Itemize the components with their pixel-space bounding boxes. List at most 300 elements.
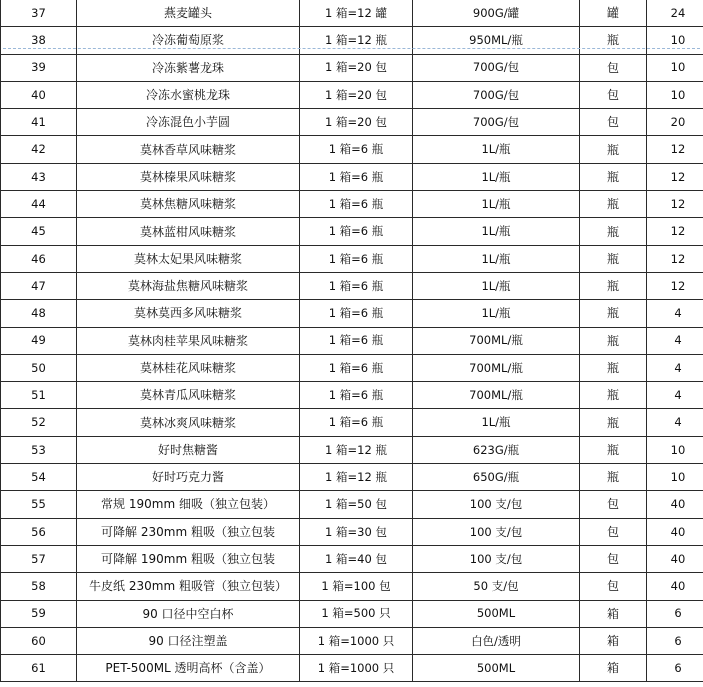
row-number-cell-text: 60: [31, 633, 46, 648]
unit-cell[interactable]: [580, 382, 647, 409]
product-name-cell-text: 冷冻混色小芋圆: [145, 115, 230, 130]
product-name-cell[interactable]: [77, 81, 300, 108]
packing-cell-text: 1 箱=6 瓶: [328, 196, 384, 211]
row-number-cell-text: 42: [31, 142, 46, 157]
product-name-cell-text: 可降解 190mm 粗吸（独立包装: [101, 552, 275, 567]
spec-cell[interactable]: [413, 545, 580, 572]
quantity-cell-text: 12: [670, 224, 686, 239]
product-name-cell-text: 莫林太妃果风味糖浆: [133, 251, 242, 266]
unit-cell[interactable]: [580, 600, 647, 627]
quantity-cell[interactable]: [647, 491, 703, 518]
unit-cell-text: 瓶: [606, 279, 619, 294]
packing-cell[interactable]: [300, 109, 413, 136]
product-name-cell-text: 常规 190mm 细吸（独立包装）: [101, 497, 275, 512]
quantity-cell-text: 40: [670, 579, 686, 594]
row-number-cell-text: 56: [31, 524, 46, 539]
unit-cell[interactable]: [580, 409, 647, 436]
quantity-cell-text: 4: [674, 306, 682, 321]
spec-cell[interactable]: [413, 327, 580, 354]
quantity-cell[interactable]: [647, 655, 703, 682]
packing-cell[interactable]: [300, 655, 413, 682]
row-number-cell-text: 58: [31, 579, 46, 594]
quantity-cell-text: 4: [674, 333, 682, 348]
row-number-cell-text: 46: [31, 251, 46, 266]
row-number-cell[interactable]: [1, 600, 77, 627]
packing-cell-text: 1 箱=6 瓶: [328, 306, 384, 321]
unit-cell-text: 瓶: [606, 442, 619, 457]
spec-cell[interactable]: [413, 0, 580, 27]
product-name-cell-text: 冷冻水蜜桃龙珠: [145, 88, 230, 103]
packing-cell-text: 1 箱=6 瓶: [328, 333, 384, 348]
quantity-cell[interactable]: [647, 54, 703, 81]
row-number-cell[interactable]: [1, 354, 77, 381]
row-number-cell[interactable]: [1, 573, 77, 600]
packing-cell[interactable]: [300, 464, 413, 491]
unit-cell-text: 瓶: [606, 388, 619, 403]
packing-cell-text: 1 箱=40 包: [325, 551, 387, 566]
product-name-cell[interactable]: [77, 600, 300, 627]
packing-cell-text: 1 箱=6 瓶: [328, 169, 384, 184]
product-table-body: [1, 0, 703, 682]
row-number-cell-text: 50: [31, 360, 46, 375]
spec-cell-text: 100 支/包: [469, 524, 523, 539]
row-number-cell[interactable]: [1, 272, 77, 299]
product-name-cell-text: 莫林莫西多风味糖浆: [133, 306, 242, 321]
unit-cell-text: 包: [606, 60, 619, 75]
packing-cell[interactable]: [300, 382, 413, 409]
row-number-cell[interactable]: [1, 81, 77, 108]
spec-cell[interactable]: [413, 600, 580, 627]
packing-cell[interactable]: [300, 627, 413, 654]
row-number-cell[interactable]: [1, 545, 77, 572]
spec-cell[interactable]: [413, 54, 580, 81]
spec-cell-text: 950ML/瓶: [469, 33, 523, 48]
product-name-cell-text: 莫林肉桂苹果风味糖浆: [127, 333, 248, 348]
row-number-cell[interactable]: [1, 409, 77, 436]
spec-cell-text: 100 支/包: [469, 497, 523, 512]
product-name-cell[interactable]: [77, 409, 300, 436]
row-number-cell[interactable]: [1, 464, 77, 491]
packing-cell-text: 1 箱=6 瓶: [328, 415, 384, 430]
spec-cell[interactable]: [413, 354, 580, 381]
unit-cell[interactable]: [580, 109, 647, 136]
quantity-cell[interactable]: [647, 272, 703, 299]
quantity-cell-text: 40: [670, 524, 686, 539]
packing-cell[interactable]: [300, 136, 413, 163]
spec-cell[interactable]: [413, 491, 580, 518]
quantity-cell[interactable]: [647, 545, 703, 572]
unit-cell-text: 包: [606, 524, 619, 539]
row-number-cell[interactable]: [1, 27, 77, 54]
quantity-cell-text: 4: [674, 415, 682, 430]
packing-cell[interactable]: [300, 300, 413, 327]
product-name-cell-text: 莫林青瓜风味糖浆: [139, 388, 236, 403]
unit-cell[interactable]: [580, 354, 647, 381]
quantity-cell[interactable]: [647, 354, 703, 381]
row-number-cell-text: 52: [31, 415, 46, 430]
unit-cell[interactable]: [580, 272, 647, 299]
row-number-cell-text: 54: [31, 469, 46, 484]
product-name-cell[interactable]: [77, 327, 300, 354]
unit-cell[interactable]: [580, 573, 647, 600]
packing-cell-text: 1 箱=1000 只: [317, 633, 395, 648]
spec-cell-text: 650G/瓶: [472, 469, 520, 484]
table-row: [1, 545, 703, 572]
row-number-cell[interactable]: [1, 218, 77, 245]
product-name-cell[interactable]: [77, 464, 300, 491]
spec-cell[interactable]: [413, 436, 580, 463]
unit-cell-text: 瓶: [606, 306, 619, 321]
spec-cell-text: 700G/包: [472, 87, 520, 102]
quantity-cell[interactable]: [647, 327, 703, 354]
packing-cell-text: 1 箱=6 瓶: [328, 278, 384, 293]
table-row: [1, 518, 703, 545]
row-number-cell-text: 48: [31, 306, 46, 321]
product-name-cell[interactable]: [77, 627, 300, 654]
row-number-cell-text: 38: [31, 33, 46, 48]
unit-cell-text: 瓶: [606, 169, 619, 184]
quantity-cell[interactable]: [647, 382, 703, 409]
packing-cell[interactable]: [300, 27, 413, 54]
packing-cell[interactable]: [300, 545, 413, 572]
unit-cell[interactable]: [580, 655, 647, 682]
product-name-cell[interactable]: [77, 354, 300, 381]
packing-cell[interactable]: [300, 518, 413, 545]
product-name-cell-text: 燕麦罐头: [163, 6, 212, 21]
product-name-cell[interactable]: [77, 436, 300, 463]
unit-cell-text: 瓶: [606, 224, 619, 239]
row-number-cell-text: 44: [31, 196, 46, 211]
row-number-cell-text: 47: [31, 278, 46, 293]
packing-cell-text: 1 箱=12 瓶: [325, 442, 387, 457]
packing-cell-text: 1 箱=12 罐: [325, 5, 387, 20]
quantity-cell[interactable]: [647, 163, 703, 190]
unit-cell-text: 瓶: [606, 197, 619, 212]
row-number-cell-text: 57: [31, 551, 46, 566]
product-name-cell-text: 莫林桂花风味糖浆: [139, 361, 236, 375]
product-name-cell-text: 冷冻葡萄原浆: [151, 33, 224, 48]
product-name-cell[interactable]: [77, 163, 300, 190]
spec-cell-text: 1L/瓶: [481, 224, 511, 239]
packing-cell-text: 1 箱=6 瓶: [328, 360, 384, 375]
unit-cell-text: 箱: [606, 606, 619, 621]
packing-cell-text: 1 箱=20 包: [325, 87, 387, 102]
product-name-cell-text: 莫林香草风味糖浆: [139, 142, 236, 157]
packing-cell[interactable]: [300, 191, 413, 218]
packing-cell[interactable]: [300, 491, 413, 518]
packing-cell[interactable]: [300, 54, 413, 81]
quantity-cell-text: 10: [670, 60, 686, 75]
table-row: [1, 382, 703, 409]
table-row: [1, 409, 703, 436]
quantity-cell-text: 10: [670, 33, 686, 48]
unit-cell-text: 瓶: [606, 333, 619, 348]
packing-cell-text: 1 箱=20 包: [325, 115, 387, 130]
packing-cell-text: 1 箱=12 瓶: [325, 33, 387, 48]
row-number-cell-text: 40: [31, 87, 46, 102]
quantity-cell[interactable]: [647, 518, 703, 545]
unit-cell[interactable]: [580, 491, 647, 518]
packing-cell[interactable]: [300, 218, 413, 245]
unit-cell-text: 瓶: [606, 470, 619, 485]
row-number-cell-text: 37: [31, 5, 46, 20]
quantity-cell-text: 12: [670, 169, 686, 184]
table-row: [1, 163, 703, 190]
table-row: [1, 627, 703, 654]
quantity-cell-text: 12: [670, 251, 686, 266]
spec-cell[interactable]: [413, 464, 580, 491]
row-number-cell[interactable]: [1, 136, 77, 163]
packing-cell[interactable]: [300, 409, 413, 436]
quantity-cell[interactable]: [647, 409, 703, 436]
product-name-cell[interactable]: [77, 191, 300, 218]
table-row: [1, 54, 703, 81]
product-name-cell[interactable]: [77, 136, 300, 163]
table-row: [1, 218, 703, 245]
table-row: [1, 272, 703, 299]
row-number-cell[interactable]: [1, 163, 77, 190]
quantity-cell[interactable]: [647, 245, 703, 272]
product-name-cell[interactable]: [77, 491, 300, 518]
spec-cell-text: 50 支/包: [473, 579, 519, 594]
spec-cell[interactable]: [413, 136, 580, 163]
row-number-cell[interactable]: [1, 655, 77, 682]
quantity-cell-text: 10: [670, 469, 686, 484]
packing-cell[interactable]: [300, 245, 413, 272]
quantity-cell-text: 40: [670, 497, 686, 512]
packing-cell-text: 1 箱=6 瓶: [328, 388, 384, 403]
row-number-cell[interactable]: [1, 627, 77, 654]
unit-cell[interactable]: [580, 191, 647, 218]
quantity-cell[interactable]: [647, 81, 703, 108]
quantity-cell[interactable]: [647, 300, 703, 327]
unit-cell-text: 瓶: [606, 142, 619, 157]
spec-cell-text: 500ML: [476, 606, 516, 621]
product-name-cell-text: 莫林焦糖风味糖浆: [139, 197, 236, 212]
quantity-cell[interactable]: [647, 627, 703, 654]
table-row: [1, 245, 703, 272]
quantity-cell[interactable]: [647, 464, 703, 491]
unit-cell-text: 包: [606, 88, 619, 103]
row-number-cell[interactable]: [1, 300, 77, 327]
quantity-cell[interactable]: [647, 436, 703, 463]
row-number-cell-text: 39: [31, 60, 46, 75]
quantity-cell-text: 12: [670, 142, 686, 157]
quantity-cell[interactable]: [647, 109, 703, 136]
spec-cell-text: 1L/瓶: [481, 169, 511, 184]
table-row: [1, 327, 703, 354]
quantity-cell-text: 6: [674, 633, 682, 648]
spec-cell-text: 1L/瓶: [481, 278, 511, 293]
spec-cell-text: 700ML/瓶: [469, 333, 523, 348]
spec-cell-text: 700G/包: [472, 115, 520, 130]
table-row: [1, 600, 703, 627]
spec-cell[interactable]: [413, 163, 580, 190]
row-number-cell-text: 59: [31, 606, 46, 621]
product-name-cell[interactable]: [77, 573, 300, 600]
row-number-cell[interactable]: [1, 54, 77, 81]
product-name-cell[interactable]: [77, 54, 300, 81]
product-name-cell[interactable]: [77, 518, 300, 545]
unit-cell[interactable]: [580, 81, 647, 108]
spec-cell-text: 1L/瓶: [481, 251, 511, 266]
product-name-cell[interactable]: [77, 272, 300, 299]
product-name-cell[interactable]: [77, 245, 300, 272]
packing-cell[interactable]: [300, 600, 413, 627]
product-name-cell-text: 莫林海盐焦糖风味糖浆: [127, 279, 248, 294]
table-row: [1, 109, 703, 136]
row-number-cell[interactable]: [1, 0, 77, 27]
spec-cell-text: 623G/瓶: [472, 442, 520, 457]
quantity-cell[interactable]: [647, 191, 703, 218]
product-name-cell-text: 可降解 230mm 粗吸（独立包装: [101, 524, 275, 539]
packing-cell-text: 1 箱=6 瓶: [328, 142, 384, 157]
unit-cell-text: 箱: [606, 633, 619, 648]
packing-cell[interactable]: [300, 272, 413, 299]
product-name-cell-text: 莫林冰爽风味糖浆: [139, 415, 236, 430]
unit-cell-text: 瓶: [606, 33, 619, 48]
product-name-cell[interactable]: [77, 545, 300, 572]
unit-cell[interactable]: [580, 54, 647, 81]
spec-cell-text: 1L/瓶: [481, 196, 511, 211]
spec-cell-text: 900G/罐: [472, 5, 520, 20]
unit-cell[interactable]: [580, 27, 647, 54]
spec-cell[interactable]: [413, 627, 580, 654]
quantity-cell-text: 20: [670, 115, 686, 130]
quantity-cell-text: 4: [674, 388, 682, 403]
quantity-cell[interactable]: [647, 136, 703, 163]
product-name-cell[interactable]: [77, 218, 300, 245]
table-row: [1, 655, 703, 682]
row-number-cell-text: 53: [31, 442, 46, 457]
product-name-cell[interactable]: [77, 655, 300, 682]
row-number-cell[interactable]: [1, 491, 77, 518]
unit-cell[interactable]: [580, 627, 647, 654]
unit-cell-text: 箱: [606, 661, 619, 676]
quantity-cell-text: 6: [674, 661, 682, 676]
product-name-cell[interactable]: [77, 27, 300, 54]
unit-cell[interactable]: [580, 436, 647, 463]
spec-cell[interactable]: [413, 573, 580, 600]
row-number-cell[interactable]: [1, 436, 77, 463]
packing-cell-text: 1 箱=6 瓶: [328, 251, 384, 266]
spec-cell[interactable]: [413, 300, 580, 327]
unit-cell-text: 瓶: [606, 251, 619, 266]
quantity-cell[interactable]: [647, 27, 703, 54]
unit-cell-text: 包: [606, 552, 619, 567]
packing-cell-text: 1 箱=50 包: [325, 497, 387, 512]
quantity-cell-text: 40: [670, 551, 686, 566]
unit-cell[interactable]: [580, 245, 647, 272]
unit-cell[interactable]: [580, 0, 647, 27]
unit-cell[interactable]: [580, 464, 647, 491]
quantity-cell[interactable]: [647, 573, 703, 600]
spec-cell[interactable]: [413, 109, 580, 136]
product-name-cell-text: 牛皮纸 230mm 粗吸管（独立包装）: [89, 579, 287, 594]
row-number-cell[interactable]: [1, 109, 77, 136]
spec-cell[interactable]: [413, 655, 580, 682]
packing-cell-text: 1 箱=12 瓶: [325, 469, 387, 484]
table-row: [1, 81, 703, 108]
product-name-cell[interactable]: [77, 382, 300, 409]
spec-cell-text: 500ML: [476, 661, 516, 676]
packing-cell[interactable]: [300, 0, 413, 27]
packing-cell[interactable]: [300, 327, 413, 354]
spec-cell[interactable]: [413, 409, 580, 436]
spec-cell-text: 1L/瓶: [481, 306, 511, 321]
row-number-cell[interactable]: [1, 191, 77, 218]
product-name-cell-text: 90 口径中空白杯: [142, 606, 234, 621]
spec-cell[interactable]: [413, 191, 580, 218]
packing-cell[interactable]: [300, 573, 413, 600]
row-number-cell-text: 55: [31, 497, 46, 512]
row-number-cell-text: 61: [31, 661, 46, 676]
unit-cell[interactable]: [580, 518, 647, 545]
packing-cell[interactable]: [300, 354, 413, 381]
spec-cell[interactable]: [413, 245, 580, 272]
product-name-cell[interactable]: [77, 300, 300, 327]
quantity-cell[interactable]: [647, 600, 703, 627]
row-number-cell[interactable]: [1, 518, 77, 545]
unit-cell[interactable]: [580, 327, 647, 354]
unit-cell[interactable]: [580, 218, 647, 245]
spec-cell-text: 1L/瓶: [481, 415, 511, 430]
product-name-cell-text: 莫林榛果风味糖浆: [139, 169, 236, 184]
packing-cell[interactable]: [300, 81, 413, 108]
unit-cell-text: 包: [606, 497, 619, 512]
unit-cell[interactable]: [580, 163, 647, 190]
spec-cell[interactable]: [413, 518, 580, 545]
spec-cell[interactable]: [413, 382, 580, 409]
quantity-cell[interactable]: [647, 218, 703, 245]
table-row: [1, 0, 703, 27]
row-number-cell[interactable]: [1, 245, 77, 272]
spec-cell-text: 100 支/包: [469, 551, 523, 566]
packing-cell[interactable]: [300, 436, 413, 463]
unit-cell[interactable]: [580, 136, 647, 163]
quantity-cell[interactable]: [647, 0, 703, 27]
spec-cell[interactable]: [413, 81, 580, 108]
packing-cell-text: 1 箱=20 包: [325, 60, 387, 75]
product-name-cell-text: 莫林蓝柑风味糖浆: [139, 224, 236, 239]
table-row: [1, 573, 703, 600]
unit-cell-text: 罐: [606, 6, 619, 21]
spec-cell[interactable]: [413, 27, 580, 54]
product-name-cell-text: 好时焦糖酱: [157, 442, 218, 457]
spec-cell[interactable]: [413, 218, 580, 245]
quantity-cell-text: 4: [674, 360, 682, 375]
spec-cell[interactable]: [413, 272, 580, 299]
unit-cell[interactable]: [580, 545, 647, 572]
quantity-cell-text: 10: [670, 442, 686, 457]
spec-cell-text: 700ML/瓶: [469, 388, 523, 403]
row-number-cell-text: 49: [31, 333, 46, 348]
row-number-cell[interactable]: [1, 382, 77, 409]
quantity-cell-text: 12: [670, 278, 686, 293]
product-name-cell[interactable]: [77, 0, 300, 27]
packing-cell-text: 1 箱=6 瓶: [328, 224, 384, 239]
packing-cell-text: 1 箱=100 包: [321, 579, 391, 594]
row-number-cell[interactable]: [1, 327, 77, 354]
spec-cell-text: 白色/透明: [471, 633, 521, 648]
quantity-cell-text: 10: [670, 87, 686, 102]
packing-cell[interactable]: [300, 163, 413, 190]
quantity-cell-text: 12: [670, 196, 686, 211]
spec-cell-text: 700G/包: [472, 60, 520, 75]
table-row: [1, 436, 703, 463]
product-name-cell[interactable]: [77, 109, 300, 136]
unit-cell[interactable]: [580, 300, 647, 327]
